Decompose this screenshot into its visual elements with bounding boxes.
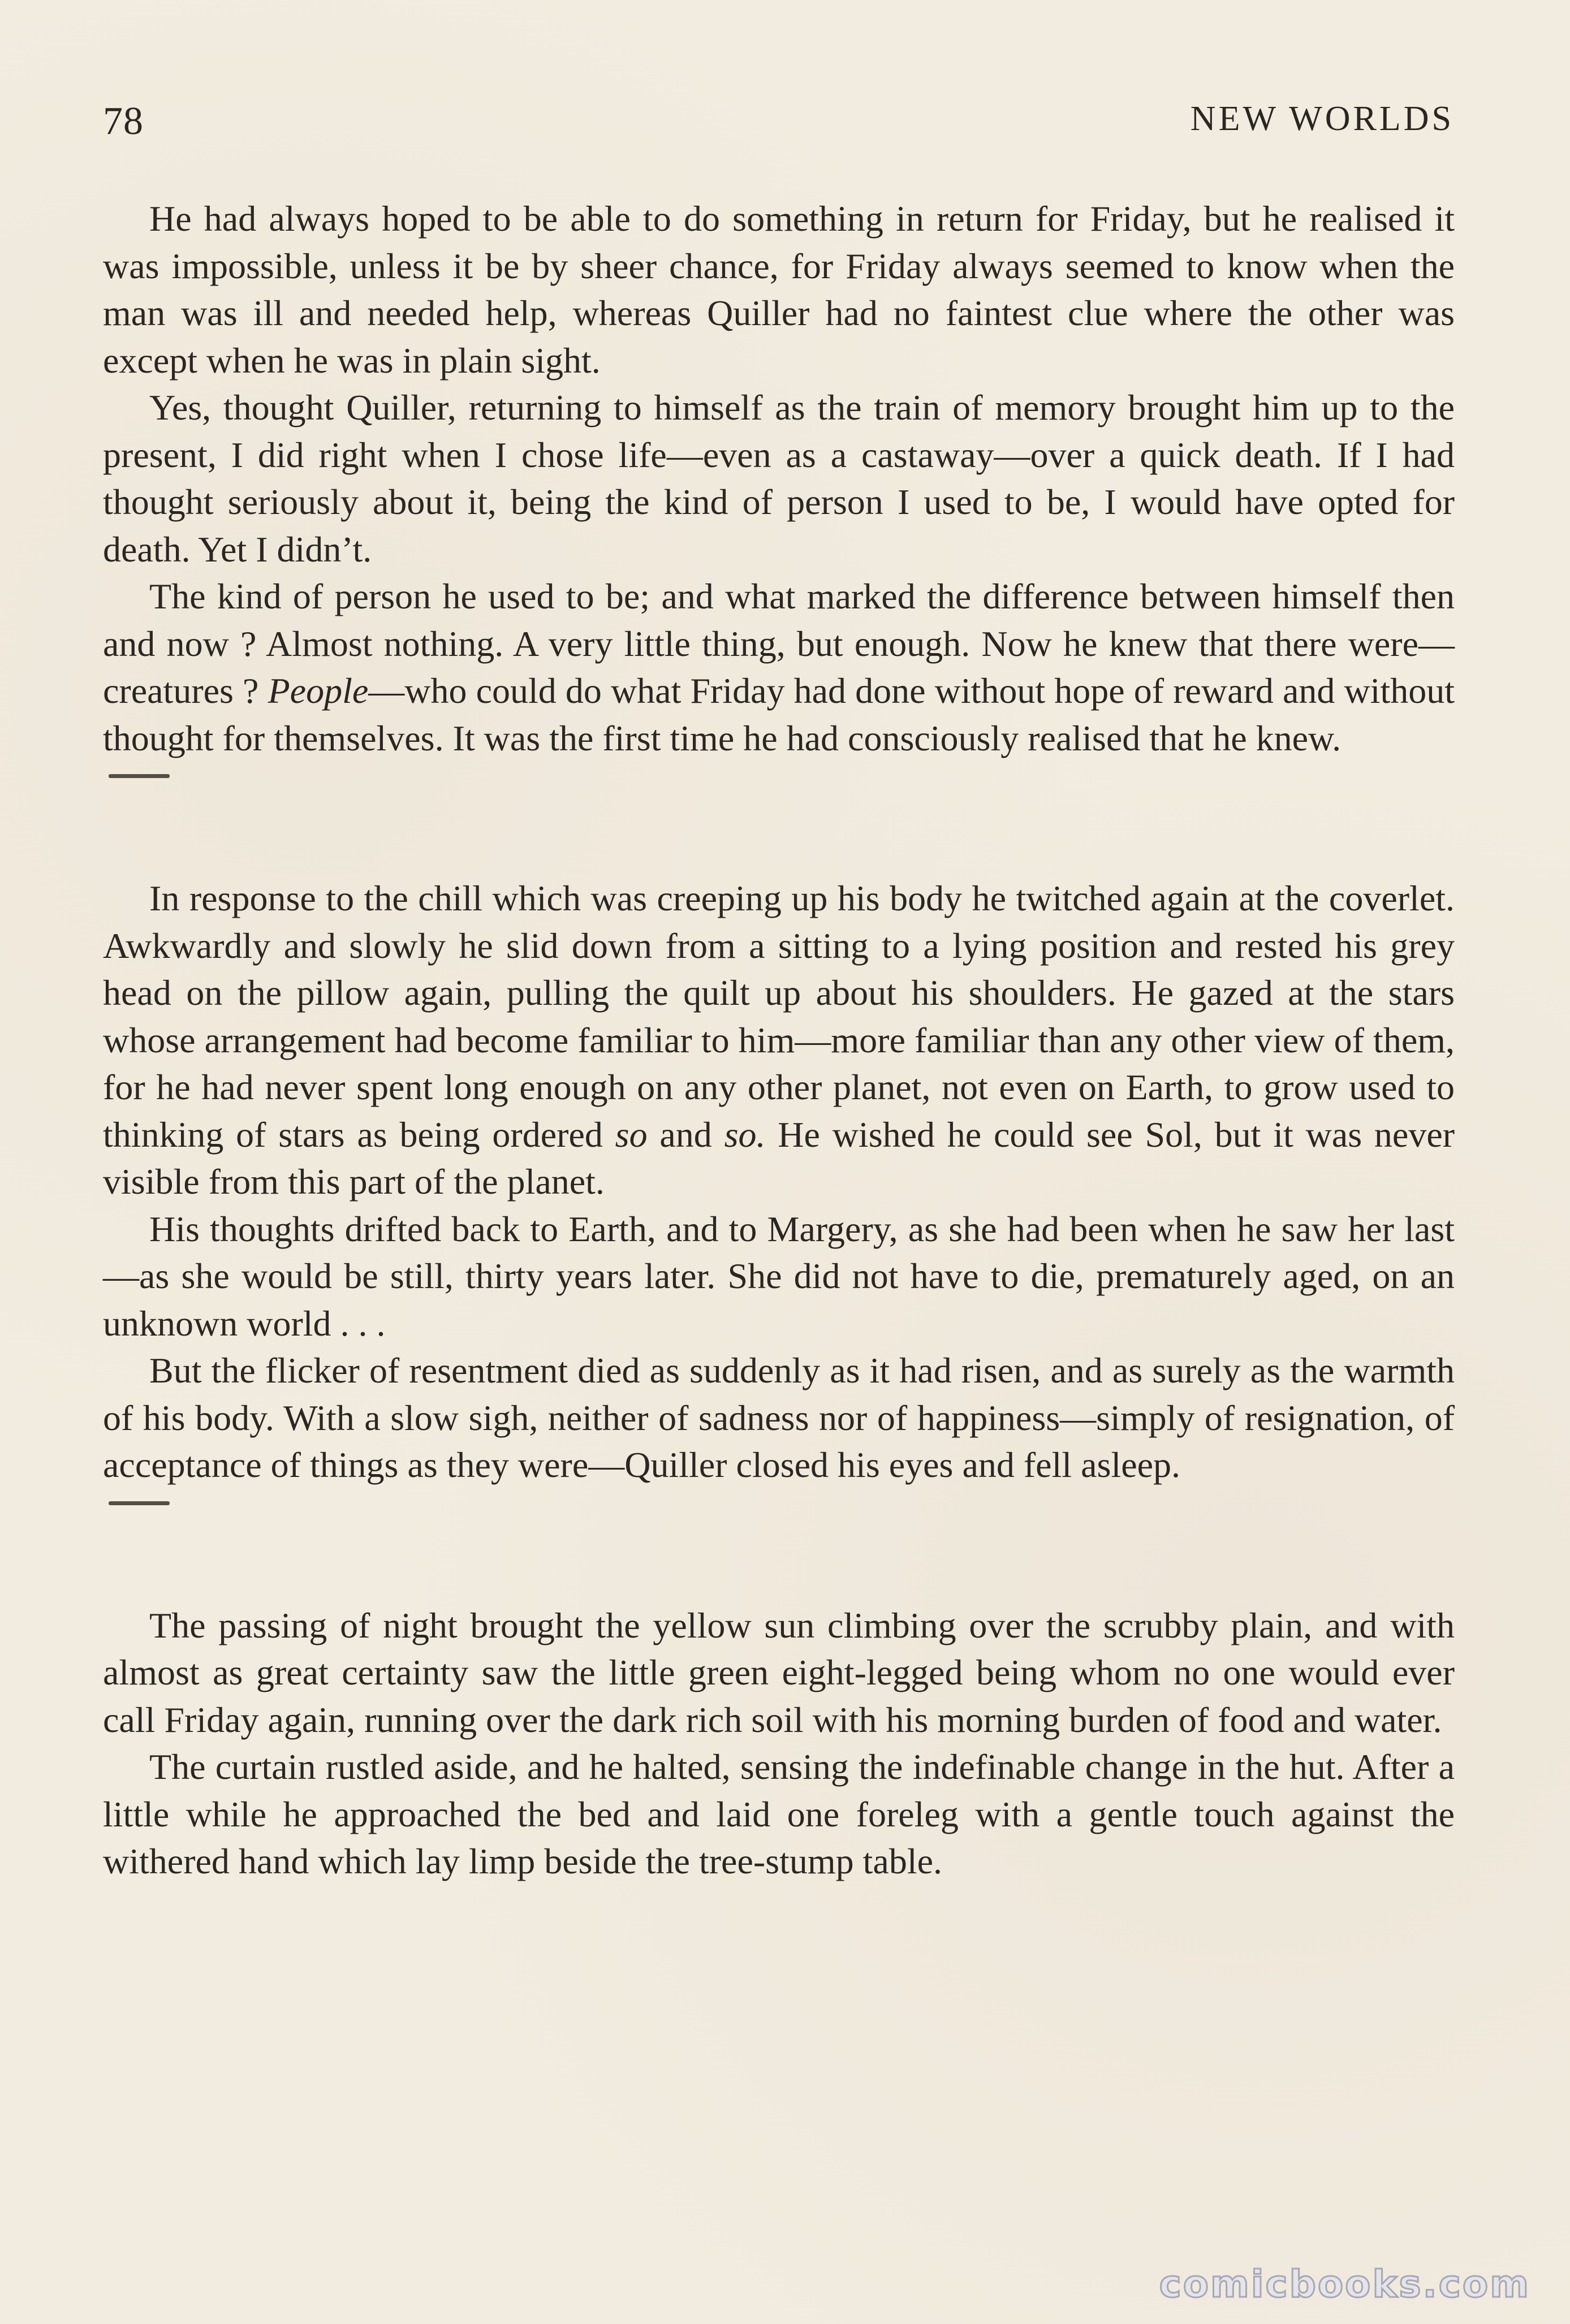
italic-word: so [615,1114,648,1155]
body-text [103,195,1455,1885]
section-break [103,762,1455,875]
paragraph-text: and [659,1114,712,1155]
section-break [103,1489,1455,1602]
watermark-logo: comicbooks.com [1159,2262,1530,2306]
paragraph [103,875,1455,1206]
paragraph: The passing of night brought the yellow sun climbing over the scrubby plain, and with almost as great certainty saw the little green eight-legged being whom no one would ever call Friday again, running over the dark rich soil with his morning burden of food and water. [103,1605,1455,1740]
italic-word: so. [724,1114,766,1155]
section-break-dash [109,1501,170,1505]
paragraph-text: —who could do what Friday had done without hope of reward and without thought for themselves. It was the first time he had consciously realised that he knew. [103,671,1455,758]
paragraph: He had always hoped to be able to do something in return for Friday, but he realised it was impossible, unless it be by sheer chance, for Friday always seemed to know when the man was ill and needed help, whereas Quiller had no faintest clue where the other was except when he was in plain sight. [103,198,1455,381]
paragraph: The curtain rustled aside, and he halted, sensing the indefinable change in the hut. After a little while he approached the bed and laid one foreleg with a gentle touch against the withered hand which lay limp beside the tree-stump table. [103,1747,1455,1881]
paragraph [103,573,1455,762]
paragraph-text: The kind of person he used to be; and what marked the difference between himself then and now ? Almost nothing. A very little thing, but enough. Now he knew that there were—creatures ? [103,576,1455,711]
running-head: NEW WORLDS [1190,100,1454,138]
page-number: 78 [103,100,144,143]
paragraph: Yes, thought Quiller, returning to himself as the train of memory brought him up to the present, I did right when I chose life—even as a castaway—over a quick death. If I had thought seriously about it, being the kind of person I used to be, I would have opted for death. Yet I didn’t. [103,387,1455,569]
section-break-dash [109,774,170,778]
italic-word: People [268,671,369,711]
paragraph: His thoughts drifted back to Earth, and to Margery, as she had been when he saw her last—as she would be still, thirty years later. She did not have to die, prematurely aged, on an unknown world . . . [103,1208,1455,1344]
page-header [103,99,1454,150]
paragraph-text: In response to the chill which was creeping up his body he twitched again at the coverlet. Awkwardly and slowly he slid down from a sitting to a lying position and rested his grey head on the pillow again, pulling the quilt up about his shoulders. He gazed at the stars whose arrangement had become familiar to him—more familiar than any other view of them, for he had never spent long enough on any other planet, not even on Earth, to grow used to thinking of stars as being ordered [103,878,1455,1155]
paragraph: But the flicker of resentment died as suddenly as it had risen, and as surely as the warmth of his body. With a slow sigh, neither of sadness nor of happiness—simply of resignation, of acceptance of things as they were—Quiller closed his eyes and fell asleep. [103,1350,1455,1485]
paragraph-text: He wished he could see Sol, but it was never visible from this part of the planet. [103,1114,1455,1202]
